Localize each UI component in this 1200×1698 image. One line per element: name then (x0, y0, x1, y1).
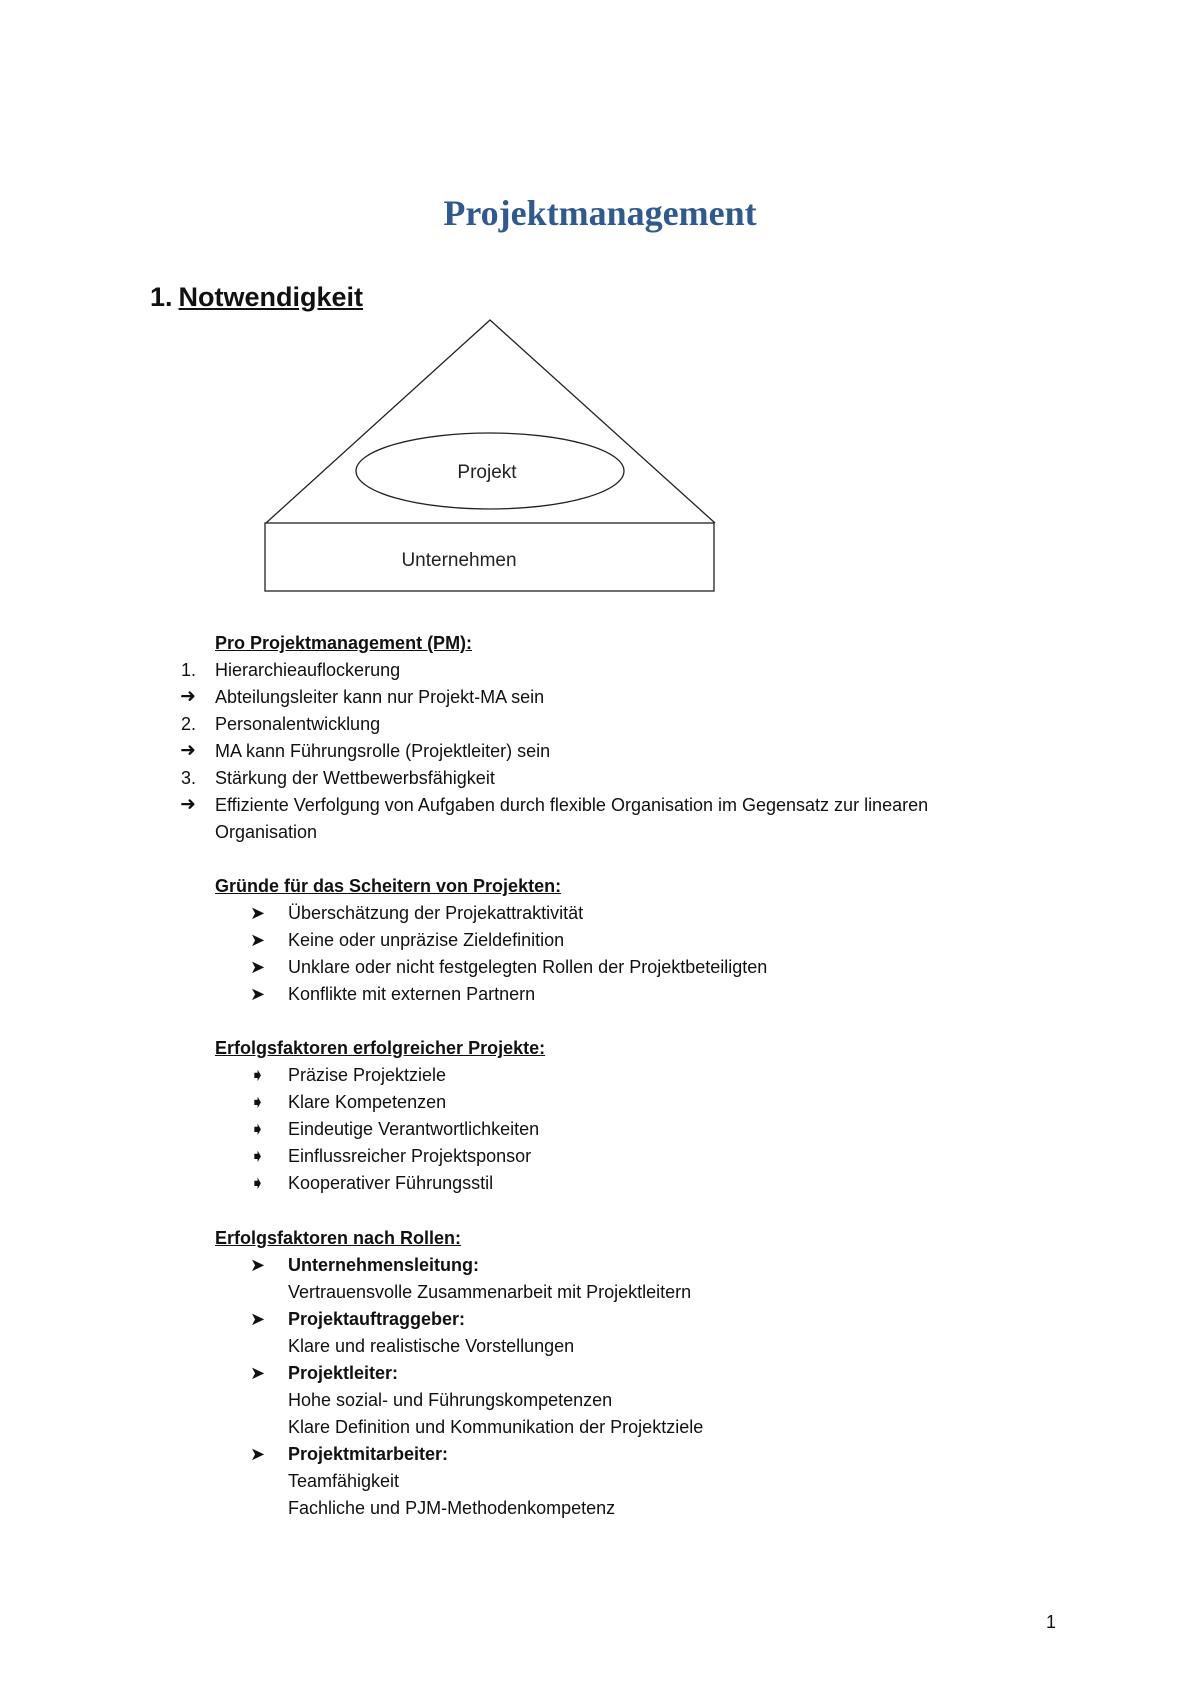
role-detail-text: Klare Definition und Kommunikation der Projektziele (288, 1417, 704, 1437)
list-item-text: Stärkung der Wettbewerbsfähigkeit (215, 768, 495, 788)
arrowhead-bullet-icon: ➤ (250, 1444, 266, 1464)
outline-arrowhead-bullet-icon: ➧ (250, 1065, 266, 1085)
company-label: Unternehmen (401, 550, 517, 571)
role-detail-text: Hohe sozial- und Führungskompetenzen (288, 1390, 613, 1410)
arrowhead-bullet-icon: ➤ (250, 903, 266, 923)
arrow-right-icon: ➜ (180, 740, 196, 761)
rollen-heading: Erfolgsfaktoren nach Rollen: (215, 1228, 462, 1248)
role-detail-text: Fachliche und PJM-Methodenkompetenz (288, 1498, 616, 1518)
project-company-diagram (255, 318, 725, 598)
project-label: Projekt (457, 462, 517, 483)
pro-pm-heading: Pro Projektmanagement (PM): (215, 633, 473, 653)
list-item-text: Abteilungsleiter kann nur Projekt-MA sein (215, 687, 545, 707)
list-item-text: MA kann Führungsrolle (Projektleiter) sein (215, 741, 551, 761)
arrowhead-bullet-icon: ➤ (250, 930, 266, 950)
list-item-text: Konflikte mit externen Partnern (288, 984, 536, 1004)
list-item-text: Überschätzung der Projekattraktivität (288, 903, 584, 923)
list-item-text: Eindeutige Verantwortlichkeiten (288, 1119, 540, 1139)
list-item-text: Effiziente Verfolgung von Aufgaben durch flexible Organisation im Gegensatz zur linearen (215, 795, 929, 815)
role-name: Projektmitarbeiter: (288, 1444, 449, 1464)
arrowhead-bullet-icon: ➤ (250, 1363, 266, 1383)
role-detail-text: Teamfähigkeit (288, 1471, 400, 1491)
list-item-text: Einflussreicher Projektsponsor (288, 1146, 532, 1166)
outline-arrowhead-bullet-icon: ➧ (250, 1173, 266, 1193)
list-item-text: Personalentwicklung (215, 714, 381, 734)
outline-arrowhead-bullet-icon: ➧ (250, 1146, 266, 1166)
list-item-text: Präzise Projektziele (288, 1065, 447, 1085)
role-name: Projektauftraggeber: (288, 1309, 466, 1329)
arrowhead-bullet-icon: ➤ (250, 1255, 266, 1275)
role-detail-text: Klare und realistische Vorstellungen (288, 1336, 575, 1356)
section-number: 1. (150, 282, 173, 312)
page-number: 1 (1046, 1612, 1057, 1632)
role-name: Unternehmensleitung: (288, 1255, 480, 1275)
scheitern-heading: Gründe für das Scheitern von Projekten: (215, 876, 562, 896)
list-number: 2. (180, 714, 196, 734)
outline-arrowhead-bullet-icon: ➧ (250, 1092, 266, 1112)
arrowhead-bullet-icon: ➤ (250, 1309, 266, 1329)
role-detail-text: Vertrauensvolle Zusammenarbeit mit Projektleitern (288, 1282, 692, 1302)
erfolg-heading: Erfolgsfaktoren erfolgreicher Projekte: (215, 1038, 546, 1058)
list-item-text: Unklare oder nicht festgelegten Rollen der Projektbeteiligten (288, 957, 768, 977)
section-heading (150, 282, 363, 313)
role-name: Projektleiter: (288, 1363, 399, 1383)
arrowhead-bullet-icon: ➤ (250, 984, 266, 1004)
list-item-text: Kooperativer Führungsstil (288, 1173, 494, 1193)
list-item-text: Keine oder unpräzise Zieldefinition (288, 930, 565, 950)
list-number: 3. (180, 768, 196, 788)
arrowhead-bullet-icon: ➤ (250, 957, 266, 977)
outline-arrowhead-bullet-icon: ➧ (250, 1119, 266, 1139)
list-number: 1. (180, 660, 196, 680)
list-item-text: Organisation (215, 822, 318, 842)
list-item-text: Klare Kompetenzen (288, 1092, 447, 1112)
arrow-right-icon: ➜ (180, 794, 196, 815)
arrow-right-icon: ➜ (180, 686, 196, 707)
page-title: Projektmanagement (443, 193, 757, 233)
list-item-text: Hierarchieauflockerung (215, 660, 401, 680)
section-title: Notwendigkeit (178, 282, 364, 312)
